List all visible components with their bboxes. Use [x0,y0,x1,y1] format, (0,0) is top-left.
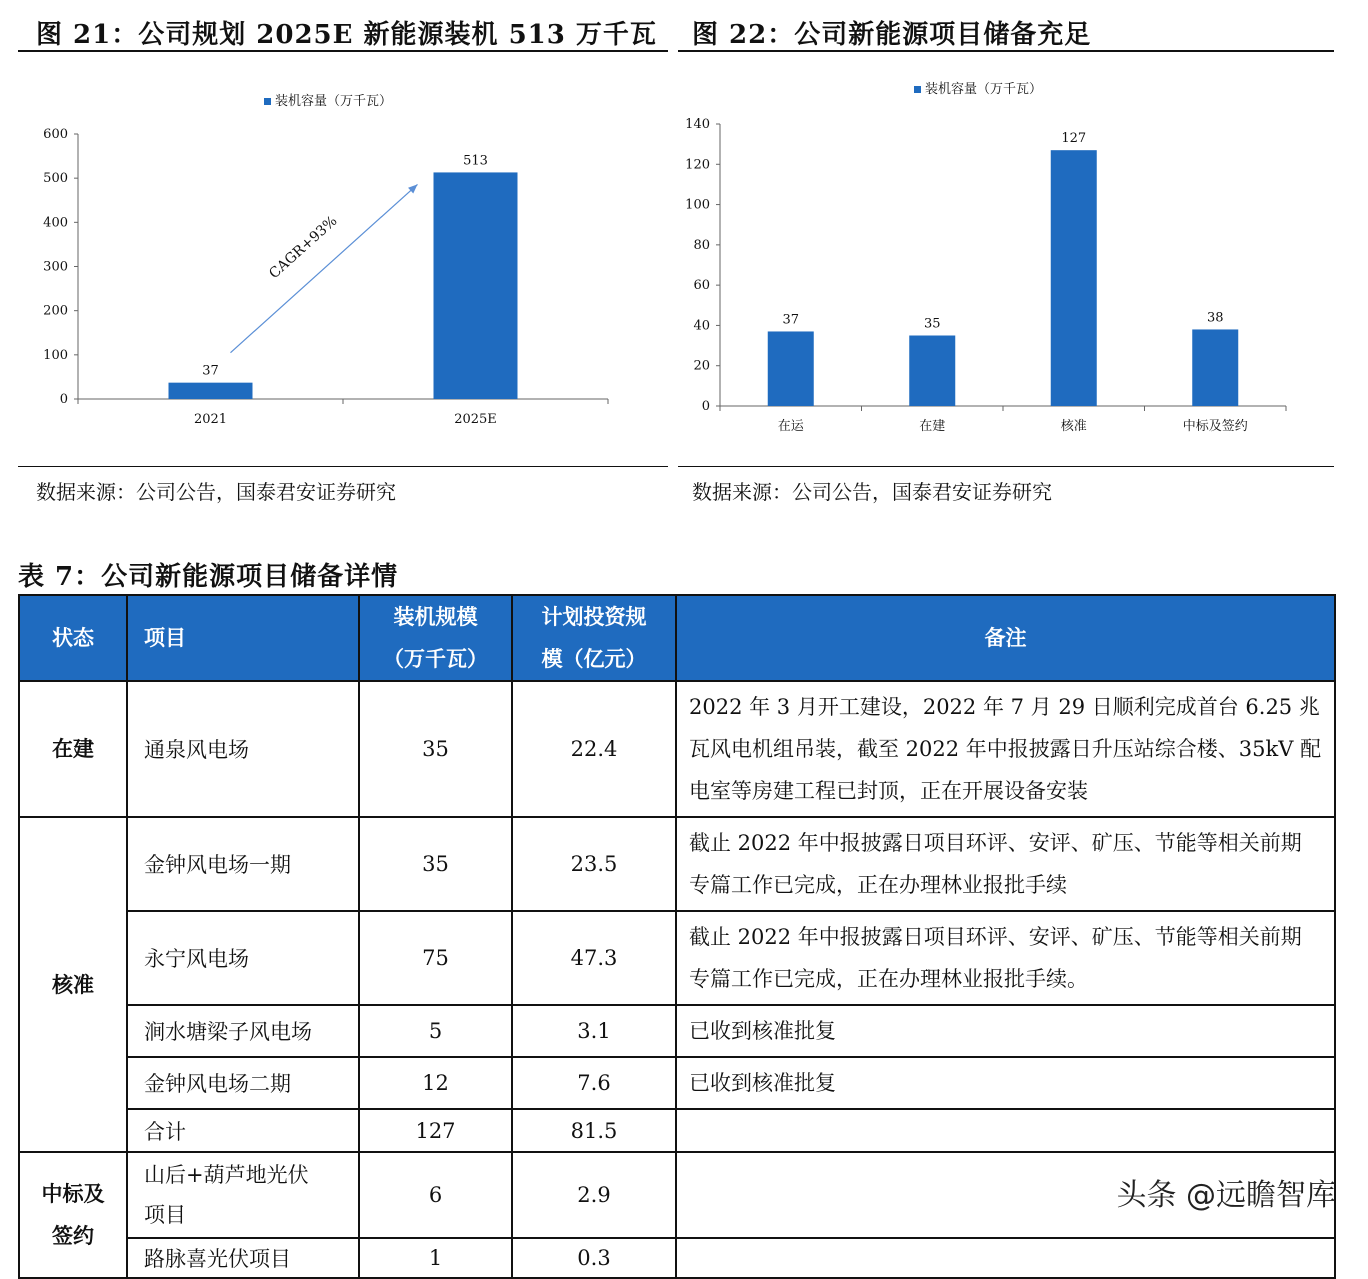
capacity-cell: 127 [359,1109,512,1152]
figure21-bottom-rule [18,466,668,467]
project-cell: 涧水塘梁子风电场 [127,1005,359,1057]
figure22-bottom-rule [678,466,1334,467]
bar-在运 [768,331,814,406]
table-row [19,1005,1335,1057]
header-note: 备注 [676,595,1335,681]
header-capacity-line1: 装机规模 [393,604,478,629]
investment-cell: 47.3 [512,911,676,1005]
chart-project-reserve [678,52,1334,467]
project-cell: 路脉喜光伏项目 [127,1238,359,1278]
header-investment [512,595,676,681]
investment-cell: 81.5 [512,1109,676,1152]
investment-cell: 3.1 [512,1005,676,1057]
data-label: 38 [1206,310,1224,326]
project-cell: 永宁风电场 [127,911,359,1005]
investment-cell: 22.4 [512,681,676,817]
bar-2025E [434,172,518,399]
project-cell: 山后+葫芦地光伏项目 [127,1152,359,1238]
table-row [19,681,1335,817]
status-bid-line1: 中标及 [41,1181,105,1206]
legend-label: 装机容量（万千瓦） [925,82,1043,97]
table-header-row [19,595,1335,681]
project-cell: 通泉风电场 [127,681,359,817]
y-tick-label: 40 [693,318,710,334]
figure21-source: 数据来源：公司公告，国泰君安证券研究 [36,480,396,504]
note-cell: 截止 2022 年中报披露日项目环评、安评、矿压、节能等相关前期专篇工作已完成，正在办理林业报批手续。 [676,911,1335,1005]
project-cell: 金钟风电场二期 [127,1057,359,1109]
capacity-cell: 35 [359,817,512,911]
legend-label: 装机容量（万千瓦） [275,94,393,109]
data-label: 127 [1061,131,1087,147]
note-cell [676,1109,1335,1152]
project-cell: 合计 [127,1109,359,1152]
table-row [19,817,1335,911]
table-row [19,1238,1335,1278]
cagr-arrow-line [231,184,418,352]
y-tick-label: 100 [43,347,68,363]
status-approved: 核准 [19,817,127,1152]
header-project: 项目 [127,595,359,681]
bar-核准 [1051,150,1097,406]
data-label: 35 [923,316,941,332]
data-label: 513 [463,153,488,169]
capacity-cell: 6 [359,1152,512,1238]
data-label: 37 [782,312,800,328]
y-tick-label: 600 [43,127,68,142]
header-status: 状态 [19,595,127,681]
note-cell [676,1238,1335,1278]
y-tick-label: 300 [43,259,68,275]
status-under-construction: 在建 [19,681,127,817]
note-cell: 2022 年 3 月开工建设，2022 年 7 月 29 日顺利完成首台 6.25 兆瓦风电机组吊装，截至 2022 年中报披露日升压站综合楼、35kV 配电室等房建工程已封顶，正在开展设备安装 [676,681,1335,817]
y-tick-label: 100 [685,197,710,213]
capacity-cell: 1 [359,1238,512,1278]
legend-swatch [264,98,271,105]
figure21-title: 图 21：公司规划 2025E 新能源装机 513 万千瓦 [36,20,657,50]
header-capacity [359,595,512,681]
y-tick-label: 400 [43,215,68,231]
status-bid-line2: 签约 [52,1223,94,1248]
x-tick-label: 2021 [193,412,228,427]
y-tick-label: 0 [59,392,68,407]
bar-在建 [909,336,955,407]
investment-cell: 7.6 [512,1057,676,1109]
y-tick-label: 500 [43,171,68,187]
investment-cell: 2.9 [512,1152,676,1238]
bar-2021 [169,383,253,399]
chart-planned-capacity [18,52,668,467]
note-cell: 截止 2022 年中报披露日项目环评、安评、矿压、节能等相关前期专篇工作已完成，正在办理林业报批手续 [676,817,1335,911]
note-cell: 已收到核准批复 [676,1057,1335,1109]
x-tick-label: 2025E [454,412,497,427]
status-bid-signed [19,1152,127,1278]
cagr-annotation: CAGR+93% [266,213,341,283]
capacity-cell: 12 [359,1057,512,1109]
header-capacity-line2: （万千瓦） [383,646,488,671]
y-tick-label: 200 [43,303,68,319]
y-tick-label: 60 [693,278,710,294]
y-tick-label: 20 [693,358,710,374]
x-tick-label: 中标及签约 [1182,419,1248,434]
capacity-cell: 5 [359,1005,512,1057]
investment-cell: 23.5 [512,817,676,911]
capacity-cell: 75 [359,911,512,1005]
legend-swatch [914,86,921,93]
capacity-cell: 35 [359,681,512,817]
y-tick-label: 140 [685,117,710,132]
table-row [19,1057,1335,1109]
figure22-title: 图 22：公司新能源项目储备充足 [692,20,1092,50]
x-tick-label: 在运 [777,419,804,434]
watermark: 头条 @远瞻智库 [1116,1178,1336,1213]
y-tick-label: 0 [701,399,710,414]
y-tick-label: 120 [685,157,710,173]
data-label: 37 [202,363,219,379]
y-tick-label: 80 [693,237,710,253]
table-title: 表 7：公司新能源项目储备详情 [18,562,399,592]
header-investment-line2: 模（亿元） [541,646,647,671]
investment-cell: 0.3 [512,1238,676,1278]
table-row [19,911,1335,1005]
header-investment-line1: 计划投资规 [541,604,647,629]
project-cell: 金钟风电场一期 [127,817,359,911]
table-row-total [19,1109,1335,1152]
note-cell: 已收到核准批复 [676,1005,1335,1057]
x-tick-label: 核准 [1060,419,1087,434]
bar-中标及签约 [1192,329,1238,406]
x-tick-label: 在建 [919,419,946,434]
figure22-source: 数据来源：公司公告，国泰君安证券研究 [692,480,1052,504]
